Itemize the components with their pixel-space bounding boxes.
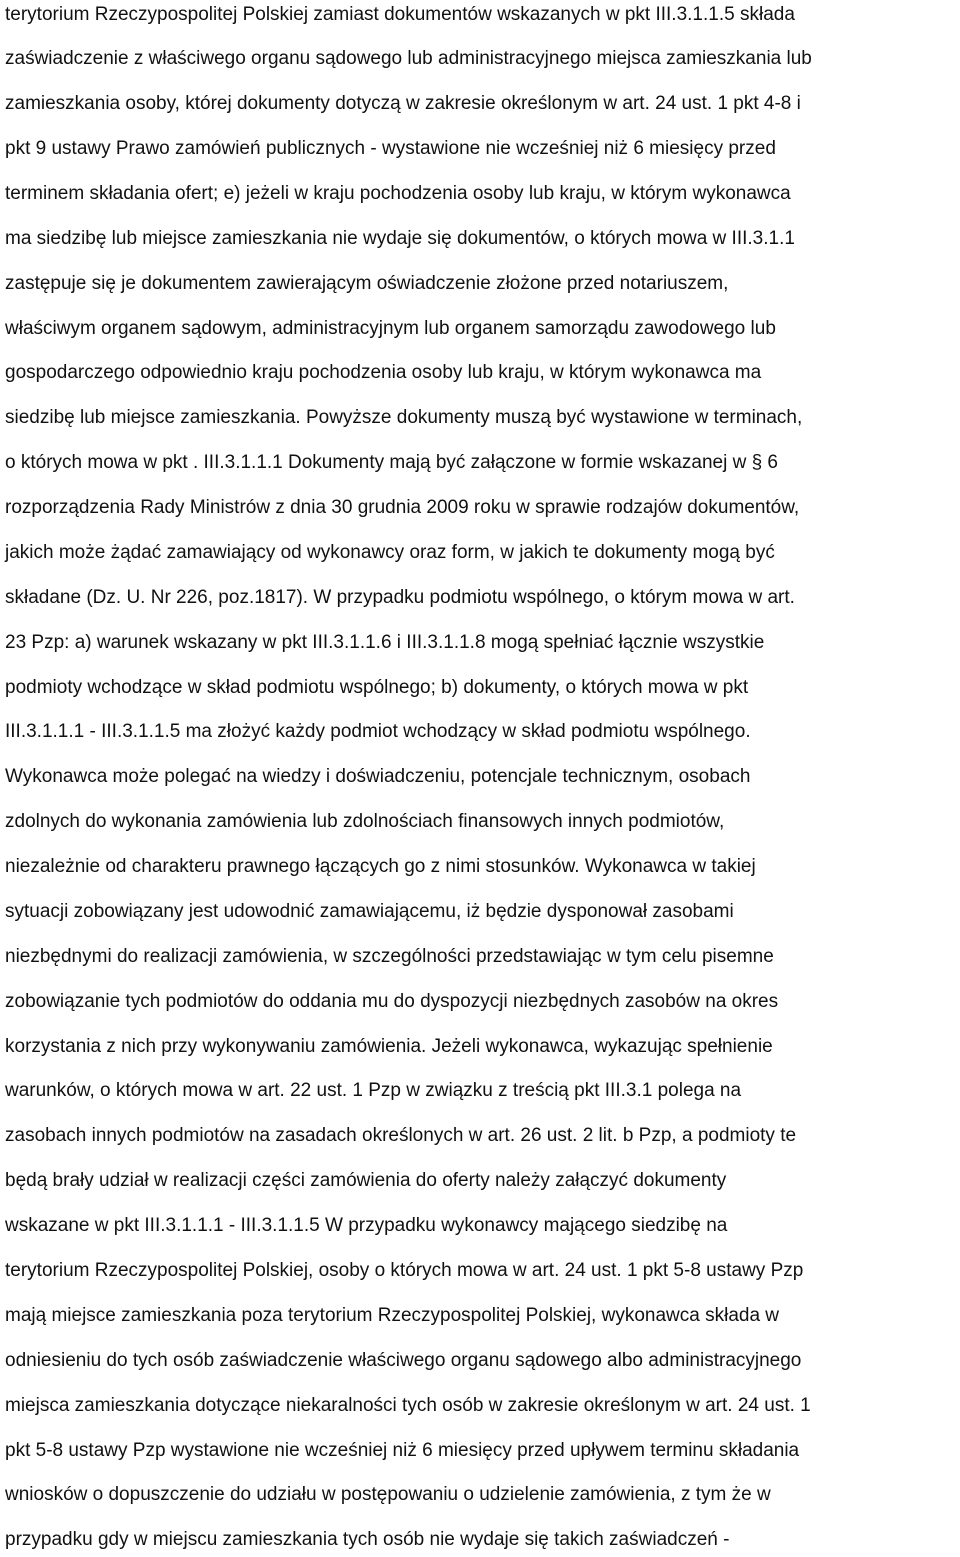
text-line: składane (Dz. U. Nr 226, poz.1817). W przypadku podmiotu wspólnego, o którym mowa w art. <box>5 587 795 608</box>
text-line: terytorium Rzeczypospolitej Polskiej zamiast dokumentów wskazanych w pkt III.3.1.1.5 składa <box>5 4 795 25</box>
text-line: niezależnie od charakteru prawnego łączących go z nimi stosunków. Wykonawca w takiej <box>5 856 756 877</box>
text-line: podmioty wchodzące w skład podmiotu wspólnego; b) dokumenty, o których mowa w pkt <box>5 677 749 698</box>
text-line: siedzibę lub miejsce zamieszkania. Powyższe dokumenty muszą być wystawione w terminach, <box>5 407 803 428</box>
text-line: gospodarczego odpowiednio kraju pochodzenia osoby lub kraju, w którym wykonawca ma <box>5 362 762 383</box>
text-line: Wykonawca może polegać na wiedzy i doświadczeniu, potencjale technicznym, osobach <box>5 766 751 787</box>
text-line: sytuacji zobowiązany jest udowodnić zamawiającemu, iż będzie dysponował zasobami <box>5 901 734 922</box>
text-line: właściwym organem sądowym, administracyjnym lub organem samorządu zawodowego lub <box>5 318 776 339</box>
text-line: mają miejsce zamieszkania poza terytorium Rzeczypospolitej Polskiej, wykonawca składa w <box>5 1305 780 1326</box>
text-line: zobowiązanie tych podmiotów do oddania mu do dyspozycji niezbędnych zasobów na okres <box>5 991 779 1012</box>
text-line: pkt 5-8 ustawy Pzp wystawione nie wcześniej niż 6 miesięcy przed upływem terminu składania <box>5 1440 800 1461</box>
text-line: jakich może żądać zamawiający od wykonawcy oraz form, w jakich te dokumenty mogą być <box>5 542 775 563</box>
text-line: zasobach innych podmiotów na zasadach określonych w art. 26 ust. 2 lit. b Pzp, a podmioty te <box>5 1125 797 1146</box>
text-line: wniosków o dopuszczenie do udziału w postępowaniu o udzielenie zamówienia, z tym że w <box>5 1484 771 1505</box>
text-line: zdolnych do wykonania zamówienia lub zdolnościach finansowych innych podmiotów, <box>5 811 725 832</box>
text-line: III.3.1.1.1 - III.3.1.1.5 ma złożyć każdy podmiot wchodzący w skład podmiotu wspólnego. <box>5 721 751 742</box>
text-line: terytorium Rzeczypospolitej Polskiej, osoby o których mowa w art. 24 ust. 1 pkt 5-8 ustawy Pzp <box>5 1260 804 1281</box>
text-line: miejsca zamieszkania dotyczące niekaralności tych osób w zakresie określonym w art. 24 ust. 1 <box>5 1395 811 1416</box>
text-line: ma siedzibę lub miejsce zamieszkania nie wydaje się dokumentów, o których mowa w III.3.1.1 <box>5 228 795 249</box>
text-line: rozporządzenia Rady Ministrów z dnia 30 grudnia 2009 roku w sprawie rodzajów dokumentów, <box>5 497 800 518</box>
text-line: odniesieniu do tych osób zaświadczenie właściwego organu sądowego albo administracyjnego <box>5 1350 802 1371</box>
text-line: niezbędnymi do realizacji zamówienia, w szczególności przedstawiając w tym celu pisemne <box>5 946 774 967</box>
text-line: zastępuje się je dokumentem zawierającym oświadczenie złożone przed notariuszem, <box>5 273 729 294</box>
text-line: o których mowa w pkt . III.3.1.1.1 Dokumenty mają być załączone w formie wskazanej w § 6 <box>5 452 778 473</box>
text-line: 23 Pzp: a) warunek wskazany w pkt III.3.1.1.6 i III.3.1.1.8 mogą spełniać łącznie wszystkie <box>5 632 765 653</box>
text-line: pkt 9 ustawy Prawo zamówień publicznych - wystawione nie wcześniej niż 6 miesięcy przed <box>5 138 776 159</box>
text-line: warunków, o których mowa w art. 22 ust. 1 Pzp w związku z treścią pkt III.3.1 polega na <box>5 1080 742 1101</box>
text-line: wskazane w pkt III.3.1.1.1 - III.3.1.1.5 W przypadku wykonawcy mającego siedzibę na <box>5 1215 728 1236</box>
text-line: zamieszkania osoby, której dokumenty dotyczą w zakresie określonym w art. 24 ust. 1 pkt 4-8 i <box>5 93 801 114</box>
text-line: zaświadczenie z właściwego organu sądowego lub administracyjnego miejsca zamieszkania lub <box>5 48 812 69</box>
text-line: terminem składania ofert; e) jeżeli w kraju pochodzenia osoby lub kraju, w którym wykonawca <box>5 183 791 204</box>
text-line: korzystania z nich przy wykonywaniu zamówienia. Jeżeli wykonawca, wykazując spełnienie <box>5 1036 773 1057</box>
text-line: będą brały udział w realizacji części zamówienia do oferty należy załączyć dokumenty <box>5 1170 727 1191</box>
text-line: przypadku gdy w miejscu zamieszkania tych osób nie wydaje się takich zaświadczeń - <box>5 1529 730 1550</box>
